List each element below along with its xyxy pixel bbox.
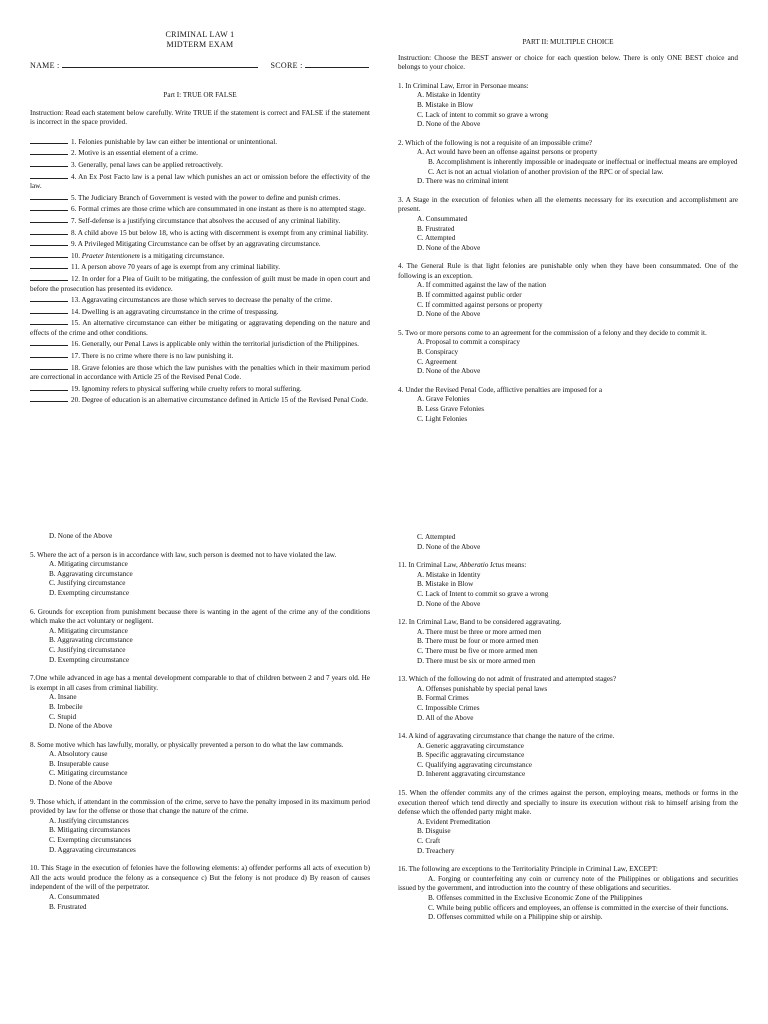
choice-option[interactable]: D. There was no criminal intent [417,177,509,186]
question-text: 4. Under the Revised Penal Code, afflictive penalties are imposed for a [398,385,603,394]
question-block [398,139,738,187]
choice-option[interactable]: C. Act is not an actual violation of another provision of the RPC or of special law. [428,167,664,176]
answer-blank[interactable] [30,192,68,200]
true-false-item [30,250,370,262]
choice-option[interactable]: B. Aggravating circumstance [49,569,133,578]
question-block [398,865,738,923]
choice-option[interactable]: D. Offenses committed while on a Philippine ship or airship. [428,913,603,922]
choice-option[interactable]: D. Treachery [417,846,455,855]
choice-option[interactable]: C. Mitigating circumstance [49,769,128,778]
part1-heading: Part I: TRUE OR FALSE [163,91,237,99]
choice-option[interactable]: D. None of the Above [417,243,481,252]
statement-text: 3. Generally, penal laws can be applied retroactively. [71,160,223,169]
choice-option[interactable]: A. Mitigating circumstance [49,560,128,569]
question-text: 8. Some motive which has lawfully, morally, or physically prevented a person to do what the law commands. [30,740,344,749]
choice-option[interactable]: B. Imbecile [49,702,83,711]
choice-option[interactable]: B. Frustrated [49,902,87,911]
choice-option[interactable]: A. Grave Felonies [417,395,470,404]
choice-option[interactable]: A. Insane [49,693,77,702]
choice-option[interactable]: C. Qualifying aggravating circumstance [417,760,532,769]
true-false-item [30,383,370,395]
statement-text: 6. Formal crimes are those crime which are consummated in one instant as there is no attempted stage. [71,205,366,214]
choice-option[interactable]: D. Exempting circumstance [49,588,130,597]
choice-option[interactable]: C. Impossible Crimes [417,703,480,712]
question-text: 6. Grounds for exception from punishment because there is wanting in the agent of the crime any of the conditions which make the act voluntary or negligent. [30,607,370,626]
choice-option[interactable]: B. Less Grave Felonies [417,405,485,413]
statement-text: 19. Ignominy refers to physical suffering while cruelty refers to moral suffering. [71,384,302,393]
score-label: SCORE : [270,61,303,70]
question-text: 9. Those which, if attendant in the commission of the crime, serve to have the penalty imposed in its maximum period provided by law for the offense or those that change the nature of the crime. [30,797,370,816]
question-block [398,732,738,780]
choice-option[interactable]: C. Justifying circumstance [49,579,126,588]
question-text: 3. A Stage in the execution of felonies when all the elements necessary for its execution and accomplishment are present. [398,195,738,214]
answer-blank[interactable] [30,171,68,179]
choice-option[interactable]: C. Craft [417,837,441,846]
choice-option[interactable]: C. There must be five or more armed men [417,646,538,655]
choice-option[interactable]: D. There must be six or more armed men [417,656,536,665]
choice-option[interactable]: C. Attempted [417,234,456,243]
choice-option[interactable]: C. Lack of intent to commit so grave a wrong [417,110,548,119]
choice-option[interactable]: B. Specific aggravating circumstance [417,751,525,760]
choice-option[interactable]: B. Accomplishment is inherently impossible or inadequate or ineffectual or ineffectual means are employed [428,157,738,166]
choice-option[interactable]: D. None of the Above [49,779,113,788]
statement-text: 10. Praeter Intentionem is a mitigating circumstance. [71,251,225,260]
answer-blank[interactable] [30,317,68,325]
statement-text: 4. An Ex Post Facto law is a penal law which punishes an act or omission before the effectivity of the law. [30,172,370,191]
lead-options [398,533,738,552]
true-false-item [30,215,370,227]
answer-blank[interactable] [30,261,68,269]
answer-blank[interactable] [30,136,68,144]
part1-instruction: Instruction: Read each statement below carefully. Write TRUE if the statement is correct and FALSE if the statement is incorrect in the space provided. [30,108,370,127]
choice-option[interactable]: B. Mistake in Blow [417,580,474,589]
true-false-item [30,227,370,239]
choice-option[interactable]: A. Act would have been an offense against persons or property [417,148,598,157]
question-text: 4. The General Rule is that light felonies are punishable only when they have been consummated. One of the following is an exception. [398,262,738,280]
statement-text: 16. Generally, our Penal Laws is applicable only within the territorial jurisdiction of the Philippines. [71,340,359,349]
question-block [398,386,738,424]
true-false-item [30,203,370,215]
true-false-item [30,147,370,159]
choice-option[interactable]: A. Justifying circumstances [49,816,129,825]
answer-blank[interactable] [30,362,68,370]
question-text: 7.One while advanced in age has a mental development comparable to that of children between 2 and 7 years old. He is exempt in all cases from criminal liability. [30,674,370,692]
choice-option[interactable]: B. Disguise [417,827,451,836]
choice-option[interactable]: D. Exempting circumstance [49,655,130,664]
true-false-item [30,394,370,406]
true-false-item [30,317,370,338]
exam-subtitle: MIDTERM EXAM [166,40,234,49]
question-text: 13. Which of the following do not admit of frustrated and attempted stages? [398,675,617,684]
choice-option[interactable]: B. There must be four or more armed men [417,637,539,646]
question-block [30,741,370,789]
name-label: NAME : [30,61,60,70]
statement-text: 5. The Judiciary Branch of Government is vested with the power to define and punish crimes. [71,193,341,202]
choice-option[interactable]: B. Offenses committed in the Exclusive Economic Zone of the Philippines [428,894,643,902]
answer-blank[interactable] [30,394,68,402]
choice-option[interactable]: D. None of the Above [49,532,113,540]
true-false-item [30,350,370,362]
choice-option[interactable]: B. Insuperable cause [49,759,109,768]
choice-option[interactable]: D. None of the Above [417,599,481,608]
question-block [30,798,370,856]
answer-blank[interactable] [30,227,68,235]
choice-option[interactable]: B. Aggravating circumstance [49,636,133,645]
multiple-choice-list-top [398,82,738,424]
choice-option[interactable]: A. Consummated [417,214,468,223]
multiple-choice-list-page2-left [30,551,370,913]
choice-option[interactable]: C. Exempting circumstances [49,836,132,845]
choice-option[interactable]: A. Forging or counterfeiting any coin or currency note of the Philippines or obligations and securities issued by the government, and introduction into the country of these obligations and securities. [398,874,738,893]
statement-text: 12. In order for a Plea of Guilt to be mitigating, the confession of guilt must be made in open court and before the prosecution has presented its evidence. [30,274,370,293]
statement-text: 13. Aggravating circumstances are those which serves to decrease the penalty of the crime. [71,296,333,305]
true-false-item [30,362,370,383]
statement-text: 20. Degree of education is an alternative circumstance defined in Article 15 of the Revised Penal Code. [71,396,368,405]
statement-text: 18. Grave felonies are those which the law punishes with the penalties which in their maximum period are correctional in accordance with Article 25 of the Revised Penal Code. [30,363,370,382]
multiple-choice-list-page2-right [398,561,738,923]
choice-option[interactable]: A. Absolutory cause [49,750,108,759]
choice-option[interactable]: D. None of the Above [417,120,481,129]
answer-blank[interactable] [30,350,68,358]
question-block [398,196,738,254]
choice-option[interactable]: A. Consummated [49,893,100,901]
question-text: 10. This Stage in the execution of felonies have the following elements: a) offender performs all acts of execution b) All the acts would produce the felony as a consequence c) But the felony is not produce d) By reason of causes independent of the will of the perpetrator. [30,864,370,892]
choice-option[interactable]: A. Generic aggravating circumstance [417,741,524,750]
choice-option[interactable]: D. None of the Above [417,310,481,319]
statement-text: 17. There is no crime where there is no law punishing it. [71,352,234,361]
answer-blank[interactable] [30,215,68,223]
question-block [398,262,738,320]
choice-option[interactable]: B. Mitigating circumstances [49,826,131,835]
question-block [30,674,370,732]
question-block [398,82,738,130]
choice-option[interactable]: A. Mistake in Identity [417,91,481,100]
question-block [30,551,370,599]
choice-option[interactable]: D. None of the Above [417,367,481,376]
statement-text: 9. A Privileged Mitigating Circumstance can be offset by an aggravating circumstance. [71,240,321,249]
statement-text: 14. Dwelling is an aggravating circumstance in the crime of trespassing. [71,307,279,316]
true-false-item [30,261,370,273]
score-field[interactable] [305,60,369,68]
part2-heading: PART II: MULTIPLE CHOICE [522,38,614,46]
choice-option[interactable]: A. Evident Premeditation [417,817,491,826]
question-text: 14. A kind of aggravating circumstance that change the nature of the crime. [398,732,615,741]
question-block [398,675,738,723]
choice-option[interactable]: D. None of the Above [49,722,113,731]
statement-text: 15. An alternative circumstance can either be mitigating or aggravating depending on the nature and effects of the crime and other conditions. [30,319,370,337]
statement-text: 8. A child above 15 but below 18, who is acting with discernment is exempt from any criminal liability. [71,228,369,237]
question-block [30,864,370,912]
answer-blank[interactable] [30,238,68,246]
question-text: 5. Where the act of a person is in accordance with law, such person is deemed not to have violated the law. [30,550,337,559]
answer-blank[interactable] [30,159,68,167]
true-false-item [30,238,370,250]
choice-option[interactable]: B. Formal Crimes [417,694,469,703]
question-block [398,329,738,377]
choice-option[interactable]: A. If committed against the law of the nation [417,281,547,290]
question-text: 16. The following are exceptions to the Territoriality Principle in Criminal Law, EXCEPT: [398,865,658,874]
choice-option[interactable]: B. If committed against public order [417,291,522,300]
question-text: 12. In Criminal Law, Band to be considered aggravating. [398,618,562,627]
answer-blank[interactable] [30,294,68,302]
page2-right-column [398,533,738,923]
true-false-list [30,136,370,406]
choice-option[interactable]: C. Agreement [417,357,457,366]
choice-option[interactable]: C. Lack of Intent to commit so grave a wrong [417,589,549,598]
choice-option[interactable]: D. Inherent aggravating circumstance [417,770,526,779]
question-text: 11. In Criminal Law, Abberatio Ictus means: [398,561,527,570]
answer-blank[interactable] [30,306,68,314]
true-false-item [30,171,370,192]
choice-option[interactable]: C. Light Felonies [417,414,468,423]
page2-left-column [30,532,370,912]
choice-option[interactable]: B. Frustrated [417,224,455,233]
choice-option[interactable]: D. All of the Above [417,713,474,722]
choice-option[interactable]: A. Proposal to commit a conspiracy [417,338,521,347]
name-score-row [30,60,370,71]
true-false-item [30,294,370,306]
statement-text: 11. A person above 70 years of age is exempt from any criminal liability. [71,263,281,272]
choice-option[interactable]: B. Mistake in Blow [417,100,474,109]
answer-blank[interactable] [30,250,68,258]
page1-right-column [398,38,738,424]
choice-option[interactable]: D. None of the Above [417,542,481,551]
answer-blank[interactable] [30,273,68,281]
choice-option[interactable]: D. Aggravating circumstances [49,845,136,854]
choice-option[interactable]: C. While being public officers and employees, an offense is committed in the exercise of their functions. [428,903,729,912]
question-block [398,561,738,609]
choice-option[interactable]: A. Mitigating circumstance [49,626,128,635]
choice-option[interactable]: A. Mistake in Identity [417,570,481,579]
answer-blank[interactable] [30,338,68,346]
statement-text: 7. Self-defense is a justifying circumstance that absolves the accused of any criminal liability. [71,216,341,225]
true-false-item [30,306,370,318]
choice-option[interactable]: C. If committed against persons or property [417,300,543,309]
true-false-item [30,273,370,294]
statement-text: 1. Felonies punishable by law can either be intentional or unintentional. [71,137,277,146]
true-false-item [30,136,370,148]
question-text: 15. When the offender commits any of the crimes against the person, employing means, methods or forms in the execution thereof which tend directly and specially to insure its execution without risk to himself arising from the defense which the offended party might make. [398,789,738,817]
question-text: 1. In Criminal Law, Error in Personae means: [398,81,529,90]
question-text: 2. Which of the following is not a requisite of an impossible crime? [398,138,593,147]
choice-option[interactable]: A. Offenses punishable by special penal laws [417,684,548,693]
choice-option[interactable]: C. Attempted [417,533,456,541]
choice-option[interactable]: C. Stupid [49,712,77,721]
choice-option[interactable]: B. Conspiracy [417,348,459,357]
page1-left-column [30,30,370,406]
answer-blank[interactable] [30,203,68,211]
name-field[interactable] [62,60,258,68]
question-block [30,608,370,666]
answer-blank[interactable] [30,147,68,155]
question-block [398,789,738,856]
question-block [398,618,738,666]
true-false-item [30,159,370,171]
statement-text: 2. Motive is an essential element of a crime. [71,149,198,158]
exam-title: CRIMINAL LAW 1 [165,30,235,39]
choice-option[interactable]: C. Justifying circumstance [49,645,126,654]
question-text: 5. Two or more persons come to an agreement for the commission of a felony and they decide to commit it. [398,328,707,337]
part2-instruction: Instruction: Choose the BEST answer or choice for each question below. There is only ONE BEST choice and belongs to your choice. [398,53,738,72]
choice-option[interactable]: A. There must be three or more armed men [417,627,542,636]
true-false-item [30,338,370,350]
true-false-item [30,192,370,204]
answer-blank[interactable] [30,383,68,391]
